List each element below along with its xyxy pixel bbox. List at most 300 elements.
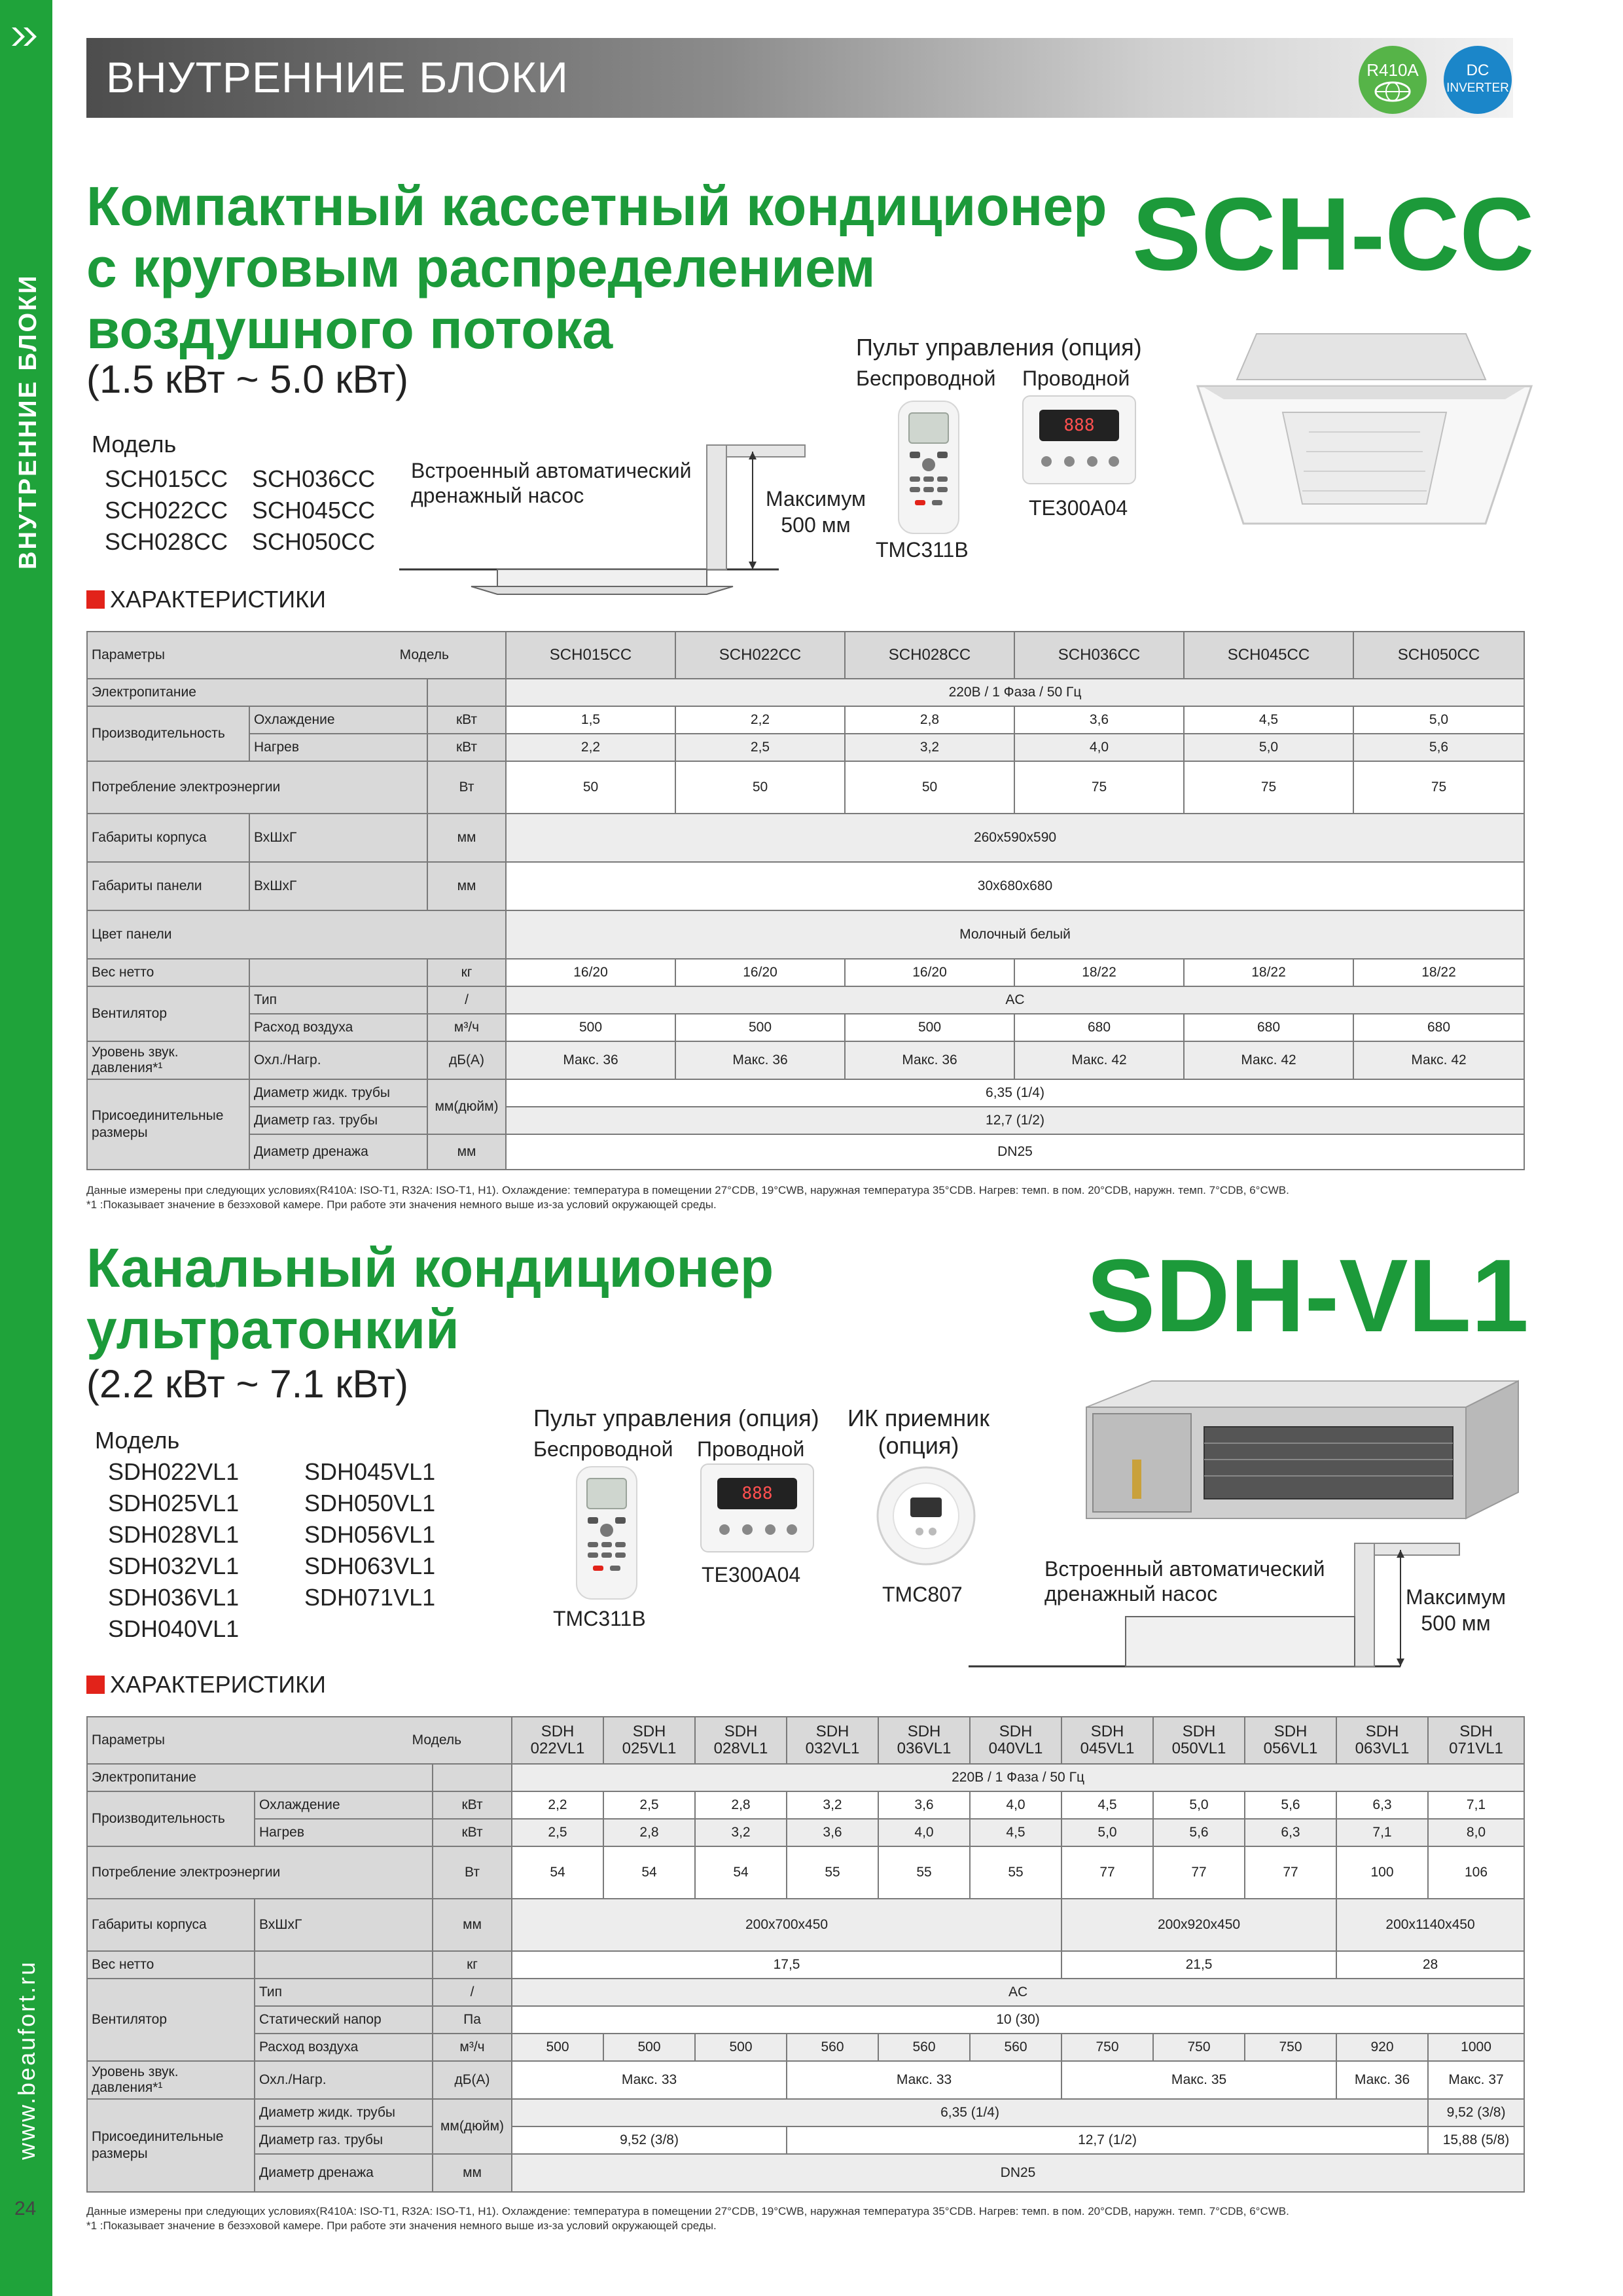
- row-label: Вентилятор: [87, 986, 249, 1041]
- logo-chevrons-icon: [10, 26, 42, 47]
- row-sublabel: Статический напор: [255, 2006, 433, 2034]
- row-sublabel: [255, 1951, 433, 1979]
- red-square-icon: [86, 1676, 105, 1694]
- row-label: Электропитание: [87, 1764, 433, 1791]
- cell: 7,1: [1336, 1819, 1428, 1846]
- model-item: SDH028VL1: [108, 1521, 240, 1548]
- cell: 3,6: [787, 1819, 878, 1846]
- row-unit: мм: [427, 862, 506, 910]
- row-sublabel: Диаметр газ. трубы: [249, 1107, 427, 1134]
- cell: 15,88 (5/8): [1428, 2126, 1524, 2154]
- cell: 2,8: [845, 706, 1014, 734]
- model-item: SCH028CC: [105, 528, 228, 555]
- sch-max-height: [766, 486, 866, 538]
- table-row: [87, 679, 1524, 706]
- row-unit: кг: [427, 959, 506, 986]
- cell: 75: [1014, 761, 1184, 814]
- sdh-characteristics-title: [86, 1671, 326, 1698]
- ir-title-line-1: ИК приемник: [847, 1405, 990, 1431]
- duct-unit-image: [1073, 1368, 1531, 1532]
- cell: 560: [787, 2034, 878, 2061]
- row-sublabel: ВхШхГ: [249, 862, 427, 910]
- row-unit: [433, 1764, 512, 1791]
- cell: 680: [1353, 1014, 1524, 1041]
- model-item: SCH036CC: [252, 465, 376, 492]
- sch-characteristics-title: [86, 586, 326, 613]
- model-col-header: [970, 1717, 1061, 1764]
- model-item: SCH050CC: [252, 528, 376, 555]
- cell: 17,5: [512, 1951, 1061, 1979]
- cell: 5,0: [1061, 1819, 1153, 1846]
- row-unit: дБ(А): [433, 2061, 512, 2099]
- ir-receiver-image: [874, 1463, 978, 1568]
- sdh-wired-label: Проводной: [697, 1437, 805, 1461]
- sdh-title: [86, 1237, 774, 1360]
- cell: DN25: [512, 2154, 1524, 2192]
- cell: 750: [1061, 2034, 1153, 2061]
- row-unit: кВт: [427, 734, 506, 761]
- r410a-label: R410A: [1366, 60, 1419, 80]
- remote-screen: [908, 412, 949, 444]
- row-label: Вес нетто: [87, 1951, 255, 1979]
- row-sublabel: Диаметр жидк. трубы: [255, 2099, 433, 2126]
- cell: AC: [512, 1979, 1524, 2006]
- max-label: Максимум: [766, 487, 866, 511]
- row-unit: мм(дюйм): [427, 1079, 506, 1134]
- cell: 5,6: [1245, 1791, 1336, 1819]
- row-unit: Вт: [427, 761, 506, 814]
- cell: 55: [878, 1846, 970, 1899]
- cell: 54: [695, 1846, 787, 1899]
- table-row: [87, 2099, 1524, 2126]
- max-value: 500 мм: [1421, 1611, 1491, 1635]
- model-item: SDH040VL1: [108, 1615, 240, 1642]
- header-bar: [86, 38, 1513, 118]
- row-label: Потребление электроэнергии: [87, 761, 427, 814]
- cell: 54: [603, 1846, 695, 1899]
- cell: 12,7 (1/2): [787, 2126, 1428, 2154]
- max-value: 500 мм: [781, 513, 851, 537]
- model-top: SDH: [999, 1723, 1033, 1740]
- row-label: Габариты панели: [87, 862, 249, 910]
- row-unit: м³/ч: [433, 2034, 512, 2061]
- model-top: SDH: [632, 1723, 666, 1740]
- wired-remote-display: 888: [717, 1478, 797, 1509]
- model-bottom: 040VL1: [988, 1740, 1043, 1757]
- table-row: [87, 1791, 1524, 1819]
- model-item: SDH036VL1: [108, 1584, 240, 1611]
- sdh-wired-model: TE300A04: [702, 1563, 801, 1587]
- dc-label: DC: [1466, 62, 1489, 79]
- cell: 200x920x450: [1061, 1899, 1336, 1951]
- dc-inverter-badge: [1444, 46, 1512, 114]
- table-row: [87, 2154, 1524, 2192]
- row-unit: мм: [427, 814, 506, 862]
- model-item: SDH071VL1: [304, 1584, 436, 1611]
- cell: 55: [970, 1846, 1061, 1899]
- cell: Макс. 42: [1014, 1041, 1184, 1079]
- model-top: SDH: [907, 1723, 941, 1740]
- model-col-header: SCH015CC: [506, 632, 675, 679]
- cell: 2,8: [603, 1819, 695, 1846]
- cell: 16/20: [675, 959, 845, 986]
- wired-remote-display: 888: [1039, 410, 1119, 441]
- cell: 750: [1245, 2034, 1336, 2061]
- cell: 3,2: [845, 734, 1014, 761]
- cell: 4,0: [970, 1791, 1061, 1819]
- cell: 3,6: [1014, 706, 1184, 734]
- sch-title: [86, 175, 1107, 360]
- cell: 4,0: [1014, 734, 1184, 761]
- cell: 500: [603, 2034, 695, 2061]
- sch-models-col-1: [105, 463, 228, 558]
- cell: 6,35 (1/4): [506, 1079, 1524, 1107]
- table-row: [87, 1717, 1524, 1764]
- table-row: [87, 814, 1524, 862]
- sidebar-url[interactable]: www.beaufort.ru: [13, 1960, 40, 2160]
- table-row: [87, 706, 1524, 734]
- cell: 680: [1014, 1014, 1184, 1041]
- cell: 750: [1153, 2034, 1245, 2061]
- param-model-header: [87, 1717, 512, 1764]
- cell: 680: [1184, 1014, 1353, 1041]
- param-model-header: [87, 632, 506, 679]
- cell: 260x590x590: [506, 814, 1524, 862]
- cell: 1,5: [506, 706, 675, 734]
- sdh-models-col-1: [108, 1456, 239, 1645]
- model-top: SDH: [1365, 1723, 1399, 1740]
- sdh-ir-title: [847, 1405, 990, 1460]
- row-sublabel: Охлаждение: [255, 1791, 433, 1819]
- cell: 2,2: [675, 706, 845, 734]
- sdh-max-height: [1406, 1584, 1506, 1636]
- cell: 106: [1428, 1846, 1524, 1899]
- page-number: 24: [14, 2198, 37, 2219]
- wired-remote-buttons-icon: [1037, 450, 1122, 473]
- sdh-remote-title: Пульт управления (опция): [533, 1405, 819, 1431]
- cell: 9,52 (3/8): [1428, 2099, 1524, 2126]
- table-row: [87, 2126, 1524, 2154]
- model-item: SDH032VL1: [108, 1552, 240, 1579]
- row-label: Производительность: [87, 1791, 255, 1846]
- model-top: SDH: [1090, 1723, 1124, 1740]
- cell: 5,0: [1353, 706, 1524, 734]
- header-title: ВНУТРЕННИЕ БЛОКИ: [106, 53, 569, 101]
- model-top: SDH: [724, 1723, 758, 1740]
- row-sublabel: ВхШхГ: [249, 814, 427, 862]
- max-label: Максимум: [1406, 1585, 1507, 1609]
- sch-footnote: [86, 1183, 1289, 1212]
- cell: Макс. 37: [1428, 2061, 1524, 2099]
- row-sublabel: Расход воздуха: [249, 1014, 427, 1041]
- row-sublabel: Тип: [255, 1979, 433, 2006]
- sdh-models-col-2: [304, 1456, 435, 1613]
- model-col-header: [787, 1717, 878, 1764]
- model-col-header: [695, 1717, 787, 1764]
- table-row: [87, 910, 1524, 959]
- cell: 10 (30): [512, 2006, 1524, 2034]
- pump-label-line-1: Встроенный автоматический: [1044, 1557, 1325, 1581]
- model-item: SCH045CC: [252, 497, 376, 524]
- cell: Макс. 36: [1336, 2061, 1428, 2099]
- cell: 200x700x450: [512, 1899, 1061, 1951]
- sch-spec-table: [86, 631, 1525, 1170]
- model-col-header: SCH045CC: [1184, 632, 1353, 679]
- row-unit: мм(дюйм): [433, 2099, 512, 2154]
- cell: Макс. 33: [787, 2061, 1061, 2099]
- model-bottom: 022VL1: [530, 1740, 585, 1757]
- footnote-line-2: *1 :Показывает значение в безэховой камере. При работе эти значения немного выше из-за условий окружающей среды.: [86, 1198, 717, 1211]
- cell: 2,5: [603, 1791, 695, 1819]
- cell: 5,0: [1184, 734, 1353, 761]
- cell: 21,5: [1061, 1951, 1336, 1979]
- cell: Макс. 42: [1184, 1041, 1353, 1079]
- row-label: Электропитание: [87, 679, 427, 706]
- table-row: [87, 1079, 1524, 1107]
- wireless-remote-image: [576, 1466, 637, 1600]
- table-row: [87, 862, 1524, 910]
- cell: 8,0: [1428, 1819, 1524, 1846]
- model-header: Модель: [412, 1732, 462, 1748]
- row-unit: дБ(А): [427, 1041, 506, 1079]
- cell: 100: [1336, 1846, 1428, 1899]
- row-label: Габариты корпуса: [87, 1899, 255, 1951]
- cell: AC: [506, 986, 1524, 1014]
- model-item: SDH063VL1: [304, 1552, 436, 1579]
- wired-remote-buttons-icon: [715, 1518, 800, 1541]
- table-row: [87, 761, 1524, 814]
- table-row: [87, 1899, 1524, 1951]
- cell: 16/20: [845, 959, 1014, 986]
- sch-wired-model: TE300A04: [1029, 496, 1128, 520]
- model-col-header: [1336, 1717, 1428, 1764]
- row-unit: [427, 679, 506, 706]
- cell: 220В / 1 Фаза / 50 Гц: [506, 679, 1524, 706]
- model-top: SDH: [1182, 1723, 1216, 1740]
- row-label: Присоединительные размеры: [87, 2099, 255, 2192]
- row-unit: кВт: [433, 1819, 512, 1846]
- row-label: Габариты корпуса: [87, 814, 249, 862]
- model-col-header: [512, 1717, 603, 1764]
- row-label: Вес нетто: [87, 959, 249, 986]
- row-unit: кг: [433, 1951, 512, 1979]
- table-row: [87, 1764, 1524, 1791]
- model-bottom: 045VL1: [1080, 1740, 1135, 1757]
- model-item: SCH022CC: [105, 497, 228, 524]
- cell: 6,3: [1245, 1819, 1336, 1846]
- sch-title-line-3: воздушного потока: [86, 298, 613, 360]
- model-item: SDH025VL1: [108, 1490, 240, 1516]
- model-item: SCH015CC: [105, 465, 228, 492]
- model-bottom: 028VL1: [713, 1740, 768, 1757]
- cell: 500: [506, 1014, 675, 1041]
- row-sublabel: Расход воздуха: [255, 2034, 433, 2061]
- cell: 54: [512, 1846, 603, 1899]
- row-label: Цвет панели: [87, 910, 506, 959]
- cell: 18/22: [1353, 959, 1524, 986]
- cell: 5,0: [1153, 1791, 1245, 1819]
- row-sublabel: ВхШхГ: [255, 1899, 433, 1951]
- wired-remote-image: [1022, 395, 1136, 484]
- model-top: SDH: [541, 1723, 575, 1740]
- cell: 500: [695, 2034, 787, 2061]
- table-row: [87, 2061, 1524, 2099]
- table-row: [87, 986, 1524, 1014]
- row-label: Потребление электроэнергии: [87, 1846, 433, 1899]
- model-bottom: 050VL1: [1171, 1740, 1226, 1757]
- cell: 12,7 (1/2): [506, 1107, 1524, 1134]
- cell: 4,0: [878, 1819, 970, 1846]
- row-sublabel: Диаметр дренажа: [255, 2154, 433, 2192]
- cell: DN25: [506, 1134, 1524, 1170]
- cell: Макс. 36: [845, 1041, 1014, 1079]
- sch-title-line-1: Компактный кассетный кондиционер: [86, 175, 1107, 237]
- row-unit: мм: [427, 1134, 506, 1170]
- table-row: [87, 734, 1524, 761]
- cell: Молочный белый: [506, 910, 1524, 959]
- cell: 500: [675, 1014, 845, 1041]
- cell: 5,6: [1153, 1819, 1245, 1846]
- sch-title-line-2: с круговым распределением: [86, 237, 876, 298]
- sidebar-section-label: ВНУТРЕННИЕ БЛОКИ: [14, 274, 42, 569]
- cell: 1000: [1428, 2034, 1524, 2061]
- table-row: [87, 2034, 1524, 2061]
- row-unit: мм: [433, 1899, 512, 1951]
- row-unit: Па: [433, 2006, 512, 2034]
- sdh-wireless-model: TMC311B: [553, 1607, 646, 1630]
- row-label: Вентилятор: [87, 1979, 255, 2061]
- sch-model-code: SCH-CC: [1132, 177, 1535, 292]
- model-col-header: SCH036CC: [1014, 632, 1184, 679]
- row-sublabel: Диаметр газ. трубы: [255, 2126, 433, 2154]
- sch-wired-label: Проводной: [1022, 367, 1130, 390]
- model-bottom: 036VL1: [897, 1740, 952, 1757]
- model-col-header: [1428, 1717, 1524, 1764]
- cell: 2,2: [512, 1791, 603, 1819]
- cell: 6,3: [1336, 1791, 1428, 1819]
- row-sublabel: Охл./Нагр.: [255, 2061, 433, 2099]
- row-label: Уровень звук. давления*¹: [87, 1041, 249, 1079]
- model-col-header: [878, 1717, 970, 1764]
- cell: 28: [1336, 1951, 1524, 1979]
- row-unit: /: [427, 986, 506, 1014]
- table-row: [87, 2006, 1524, 2034]
- table-row: [87, 959, 1524, 986]
- cell: Макс. 36: [506, 1041, 675, 1079]
- model-header: Модель: [399, 647, 449, 662]
- r410a-badge: [1359, 46, 1427, 114]
- sdh-range: (2.2 кВт ~ 7.1 кВт): [86, 1362, 409, 1406]
- model-item: SDH056VL1: [304, 1521, 436, 1548]
- sch-models-col-2: [252, 463, 375, 558]
- model-col-header: [603, 1717, 695, 1764]
- table-row: [87, 1846, 1524, 1899]
- model-item: SDH045VL1: [304, 1458, 436, 1485]
- cell: 9,52 (3/8): [512, 2126, 787, 2154]
- cell: Макс. 36: [675, 1041, 845, 1079]
- cell: Макс. 42: [1353, 1041, 1524, 1079]
- row-sublabel: Нагрев: [249, 734, 427, 761]
- row-unit: /: [433, 1979, 512, 2006]
- model-col-header: SCH022CC: [675, 632, 845, 679]
- model-bottom: 063VL1: [1355, 1740, 1410, 1757]
- cell: 50: [845, 761, 1014, 814]
- row-sublabel: Диаметр дренажа: [249, 1134, 427, 1170]
- remote-buttons-icon: [586, 1516, 627, 1588]
- row-unit: Вт: [433, 1846, 512, 1899]
- cell: 3,2: [787, 1791, 878, 1819]
- cell: 75: [1184, 761, 1353, 814]
- cell: 3,2: [695, 1819, 787, 1846]
- remote-buttons-icon: [908, 450, 949, 522]
- row-sublabel: Диаметр жидк. трубы: [249, 1079, 427, 1107]
- footnote-line-1: Данные измерены при следующих условиях(R410A: ISO-T1, R32A: ISO-T1, H1). Охлаждение: температура в помещении 27°CDB, 19°CWB, наружная температура 35°CDB. Нагрев: темп. в пом. 20°CDB, наружн. темп. 7°CDB, 6°CWB.: [86, 2205, 1289, 2217]
- cell: 4,5: [1061, 1791, 1153, 1819]
- model-top: SDH: [815, 1723, 849, 1740]
- sidebar: [0, 0, 52, 2296]
- wired-remote-image: [700, 1463, 814, 1552]
- param-header: Параметры: [92, 647, 165, 662]
- cell: 2,5: [675, 734, 845, 761]
- sch-range: (1.5 кВт ~ 5.0 кВт): [86, 357, 409, 401]
- cell: 2,2: [506, 734, 675, 761]
- sdh-ir-model: TMC807: [882, 1583, 963, 1606]
- table-row: [87, 1134, 1524, 1170]
- row-label: Присоединительные размеры: [87, 1079, 249, 1170]
- table-row: [87, 1014, 1524, 1041]
- row-unit: мм: [433, 2154, 512, 2192]
- footnote-line-1: Данные измерены при следующих условиях(R410A: ISO-T1, R32A: ISO-T1, H1). Охлаждение: температура в помещении 27°CDB, 19°CWB, наружная температура 35°CDB. Нагрев: темп. в пом. 20°CDB, наружн. темп. 7°CDB, 6°CWB.: [86, 1184, 1289, 1196]
- cell: 77: [1061, 1846, 1153, 1899]
- model-bottom: 071VL1: [1449, 1740, 1503, 1757]
- globe-icon: [1373, 81, 1412, 103]
- table-row: [87, 1107, 1524, 1134]
- row-label: Производительность: [87, 706, 249, 761]
- table-row: [87, 1951, 1524, 1979]
- cell: 560: [970, 2034, 1061, 2061]
- cell: 6,35 (1/4): [512, 2099, 1428, 2126]
- cell: 55: [787, 1846, 878, 1899]
- model-bottom: 025VL1: [622, 1740, 677, 1757]
- cell: 2,5: [512, 1819, 603, 1846]
- sch-model-label: Модель: [92, 431, 177, 457]
- cell: 4,5: [1184, 706, 1353, 734]
- cell: 30x680x680: [506, 862, 1524, 910]
- cell: 77: [1153, 1846, 1245, 1899]
- cell: 500: [512, 2034, 603, 2061]
- sdh-spec-table: [86, 1716, 1525, 2193]
- row-unit: м³/ч: [427, 1014, 506, 1041]
- cell: 77: [1245, 1846, 1336, 1899]
- model-col-header: [1061, 1717, 1153, 1764]
- sdh-title-line-2: ультратонкий: [86, 1299, 459, 1360]
- sch-wireless-label: Беспроводной: [856, 367, 996, 390]
- wireless-remote-image: [898, 401, 959, 534]
- cell: 50: [506, 761, 675, 814]
- model-col-header: SCH028CC: [845, 632, 1014, 679]
- model-top: SDH: [1459, 1723, 1493, 1740]
- param-header: Параметры: [92, 1732, 165, 1748]
- sdh-model-code: SDH-VL1: [1086, 1238, 1529, 1354]
- model-col-header: [1153, 1717, 1245, 1764]
- sdh-title-line-1: Канальный кондиционер: [86, 1237, 774, 1299]
- sch-remote-title: Пульт управления (опция): [856, 334, 1142, 361]
- pump-label-line-2: дренажный насос: [1044, 1582, 1218, 1605]
- cell: 560: [878, 2034, 970, 2061]
- cell: 3,6: [878, 1791, 970, 1819]
- model-col-header: SCH050CC: [1353, 632, 1524, 679]
- pump-label-line-1: Встроенный автоматический: [411, 459, 692, 482]
